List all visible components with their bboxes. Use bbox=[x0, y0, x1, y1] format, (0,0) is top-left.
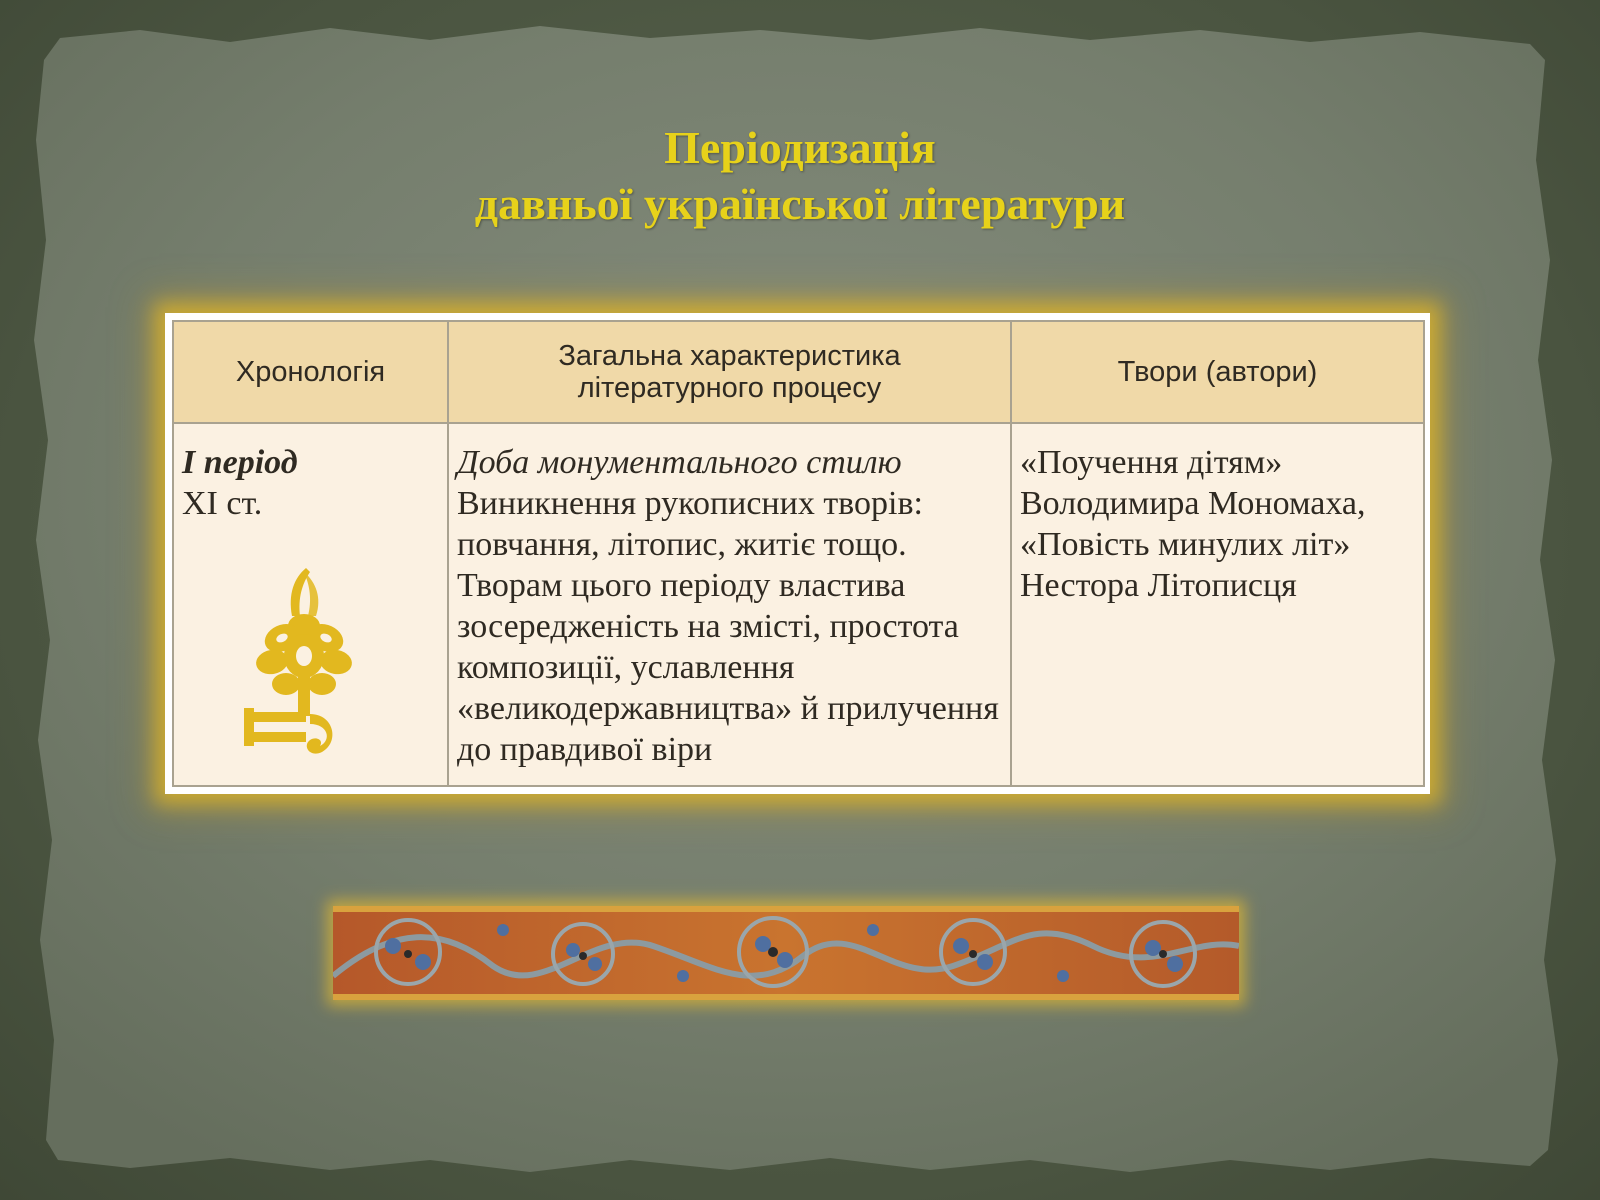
cell-works bbox=[1011, 423, 1424, 786]
table-row bbox=[173, 423, 1424, 786]
title-line-2: давньої української літератури bbox=[474, 178, 1126, 229]
period-label: І період bbox=[182, 444, 298, 481]
slide-title bbox=[300, 120, 1300, 232]
header-chronology: Хронологія bbox=[173, 321, 448, 423]
cell-characteristics bbox=[448, 423, 1011, 786]
period-century: XI ст. bbox=[182, 485, 263, 522]
header-characteristics bbox=[448, 321, 1011, 423]
ornamental-banner bbox=[333, 906, 1239, 1000]
title-line-1: Періодизація bbox=[664, 122, 936, 173]
table-header-row bbox=[173, 321, 1424, 423]
works-text: «Поучення дітям» Володимира Мономаха, «Повість минулих літ» Нестора Літописця bbox=[1020, 444, 1366, 604]
era-description: Виникнення рукописних творів: повчання, літопис, житіє тощо. Творам цього періоду властива зосередженість на змісті, простота композиції, уславлення «великодержавництва» й прилучення до правдивої віри bbox=[457, 485, 999, 768]
header-works: Твори (автори) bbox=[1011, 321, 1424, 423]
periodization-table bbox=[172, 320, 1425, 787]
header-characteristics-text: Загальна характеристика літературного процесу bbox=[558, 340, 901, 404]
floral-ornament-icon bbox=[244, 564, 364, 764]
cell-chronology bbox=[173, 423, 448, 786]
era-name: Доба монументального стилю bbox=[457, 444, 902, 481]
